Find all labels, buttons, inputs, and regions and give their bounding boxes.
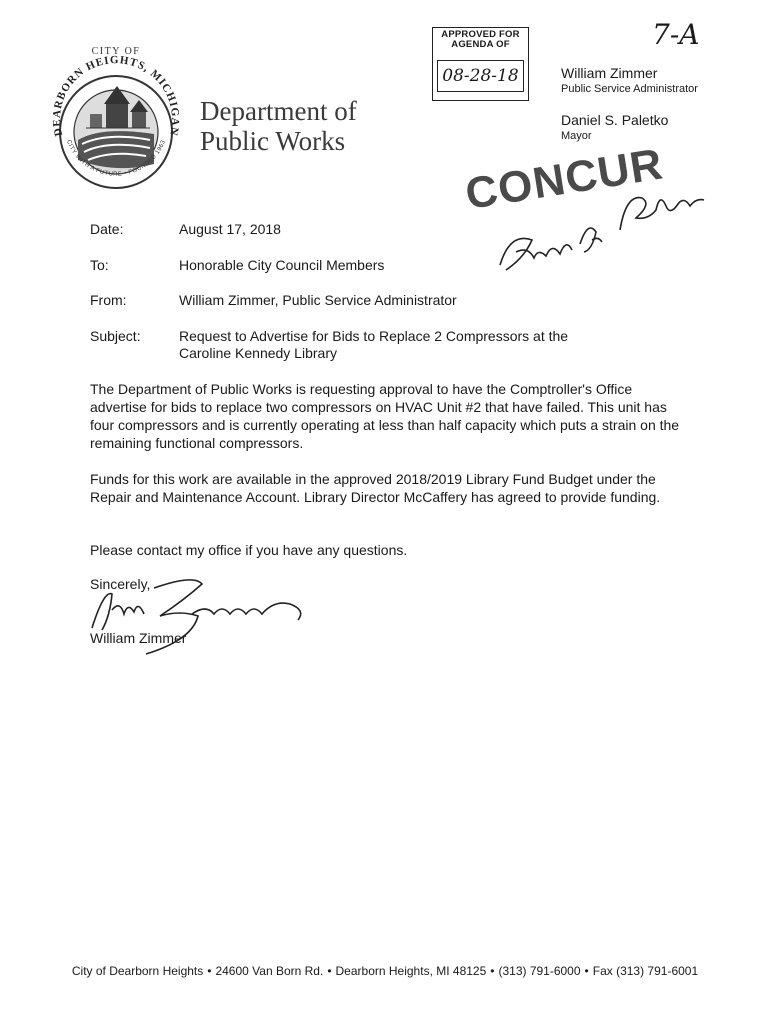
footer-street: 24600 Van Born Rd. xyxy=(215,964,324,978)
footer-fax: Fax (313) 791-6001 xyxy=(592,964,699,978)
footer-city-state-zip: Dearborn Heights, MI 48125 xyxy=(335,964,487,978)
department-line-2: Public Works xyxy=(200,126,346,156)
stamp-label-line-2: AGENDA OF xyxy=(451,39,510,50)
mayor-name: Daniel S. Paletko xyxy=(561,112,669,128)
stamp-label-line-1: APPROVED FOR xyxy=(441,29,520,40)
subject-line-1: Request to Advertise for Bids to Replace 2 Compressors at the xyxy=(179,328,569,344)
administrator-title: Public Service Administrator xyxy=(561,83,698,95)
body-paragraph-3: Please contact my office if you have any questions. xyxy=(90,542,408,558)
seal-top-text: CITY OF xyxy=(91,46,141,57)
department-title xyxy=(200,96,357,156)
mayor-title: Mayor xyxy=(561,130,592,142)
department-line-1: Department of xyxy=(200,96,357,126)
date-value: August 17, 2018 xyxy=(179,221,281,237)
subject-line-2: Caroline Kennedy Library xyxy=(179,345,337,361)
closing-name: William Zimmer xyxy=(90,630,187,646)
stamp-label xyxy=(433,30,528,50)
agenda-item-number: 7-A xyxy=(652,18,700,51)
body-paragraph-2: Funds for this work are available in the approved 2018/2019 Library Fund Budget under the Repair and Maintenance Account. Library Director McCaffery has agreed to provide funding. xyxy=(90,471,661,505)
from-value: William Zimmer, Public Service Administrator xyxy=(179,292,457,308)
administrator-name: William Zimmer xyxy=(561,65,658,81)
date-label: Date: xyxy=(90,221,124,237)
concur-stamp: CONCUR xyxy=(462,139,667,220)
footer-phone: (313) 791-6000 xyxy=(498,964,581,978)
stamp-handwritten-date: 08-28-18 xyxy=(437,60,524,92)
mayor-handwritten-signature xyxy=(480,170,720,280)
to-value: Honorable City Council Members xyxy=(179,257,385,273)
closing-salutation: Sincerely, xyxy=(90,576,151,592)
body-paragraph-1: The Department of Public Works is requesting approval to have the Comptroller's Office advertise for bids to replace two compressors on HVAC Unit #2 that have failed. This unit has four compressors and is currently operating at less than half capacity which puts a strain on the remaining functional compressors. xyxy=(90,381,680,451)
footer-address-line: City of Dearborn Heights • 24600 Van Born Rd. • Dearborn Heights, MI 48125 • (313) 791-6000 • Fax (313) 791-6001 xyxy=(71,964,699,978)
approved-agenda-stamp xyxy=(432,27,529,101)
seal-motto-text: CITY WITH A FUTURE • FOUNDED 1963 xyxy=(64,139,168,178)
footer-city: City of Dearborn Heights xyxy=(71,964,204,978)
seal-ring-text: DEARBORN HEIGHTS, MICHIGAN xyxy=(50,54,182,138)
to-label: To: xyxy=(90,257,109,273)
subject-value xyxy=(179,328,568,362)
administrator-handwritten-signature xyxy=(84,570,314,660)
city-seal-logo xyxy=(46,42,186,192)
subject-label: Subject: xyxy=(90,328,141,344)
from-label: From: xyxy=(90,292,127,308)
